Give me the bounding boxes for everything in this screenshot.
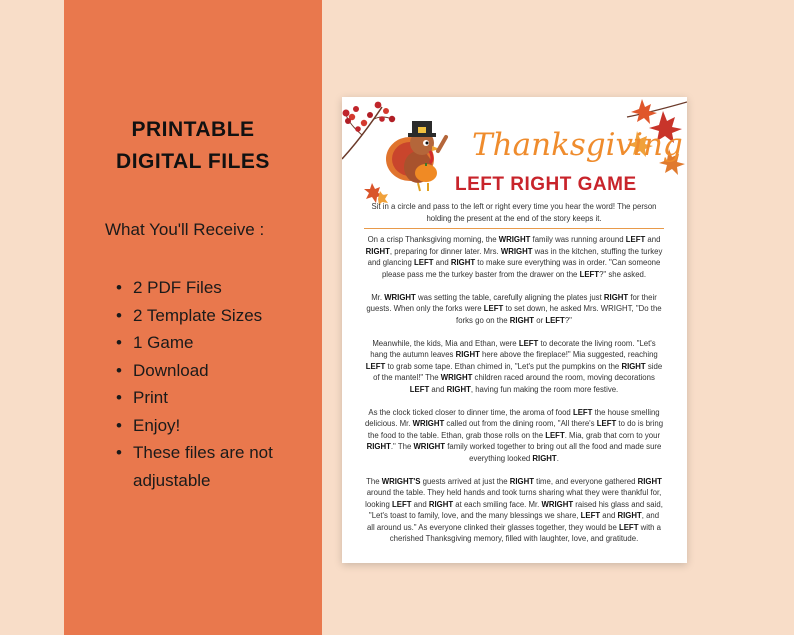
list-item: • These files are not adjustable	[116, 439, 293, 494]
story-text	[364, 234, 664, 556]
info-panel	[64, 0, 322, 635]
receive-heading: What You'll Receive :	[105, 220, 265, 239]
sheet-intro: Sit in a circle and pass to the left or right every time you hear the word! The person holding the present at the end of the story keeps it.	[371, 202, 657, 223]
game-sheet-preview	[342, 97, 687, 563]
panel-title-line2: DIGITAL FILES	[116, 150, 270, 173]
turkey-icon	[380, 113, 462, 195]
story-paragraph: Mr. WRIGHT was setting the table, carefully aligning the plates just RIGHT for their guests. When only the forks were LEFT to set down, he asked Mrs. WRIGHT, "Do the forks go on the RIGHT or LEFT?"	[366, 292, 662, 325]
story-paragraph: Meanwhile, the kids, Mia and Ethan, were LEFT to decorate the living room. "Let's hang the autumn leaves RIGHT here above the fireplace!" Mia suggested, reaching LEFT to grab some tape. Ethan chimed in, "Let's put the pumpkins on the RIGHT side of the mantel!" The WRIGHT children raced around the room, moving decorations LEFT and RIGHT, having fun making the room more festive.	[365, 338, 663, 394]
story-paragraph: The WRIGHT'S guests arrived at just the RIGHT time, and everyone gathered RIGHT around the table. They held hands and took turns sharing what they were thankful for, looking LEFT and RIGHT at each smiling face. Mr. WRIGHT raised his glass and said, "Let's toast to family, love, and the many blessings we share, LEFT and RIGHT, and all around us." As everyone clinked their glasses together, they would be LEFT with a cherished Thanksgiving memory, filled with laughter, love, and gratitude.	[365, 476, 663, 543]
panel-title-line1: PRINTABLE	[131, 118, 255, 141]
sheet-subtitle: LEFT RIGHT GAME	[455, 174, 637, 195]
list-item: • 2 Template Sizes	[116, 302, 293, 330]
list-item: • 1 Game	[116, 329, 293, 357]
list-item: • Download	[116, 357, 293, 385]
receive-list	[116, 274, 293, 494]
story-paragraph: On a crisp Thanksgiving morning, the WRIGHT family was running around LEFT and RIGHT, preparing for dinner later. Mrs. WRIGHT was in the kitchen, stuffing the turkey and glancing LEFT and RIGHT to make sure everything was in order. "Can someone please pass me the turkey baster from the drawer on the LEFT?" she asked.	[365, 235, 663, 279]
list-item: • 2 PDF Files	[116, 274, 293, 302]
story-paragraph: As the clock ticked closer to dinner time, the aroma of food LEFT the house smelling delicious. Mr. WRIGHT called out from the dining room, "All there's LEFT to do is bring the food to the table. Ethan, grab those rolls on the LEFT. Mia, grab that corn to your RIGHT." The WRIGHT family worked together to bring out all the food and made sure everything looked RIGHT.	[364, 407, 664, 463]
list-item: • Print	[116, 384, 293, 412]
page-background	[0, 0, 64, 635]
divider	[364, 228, 664, 229]
sheet-title: Thanksgiving	[472, 127, 683, 163]
list-item: • Enjoy!	[116, 412, 293, 440]
